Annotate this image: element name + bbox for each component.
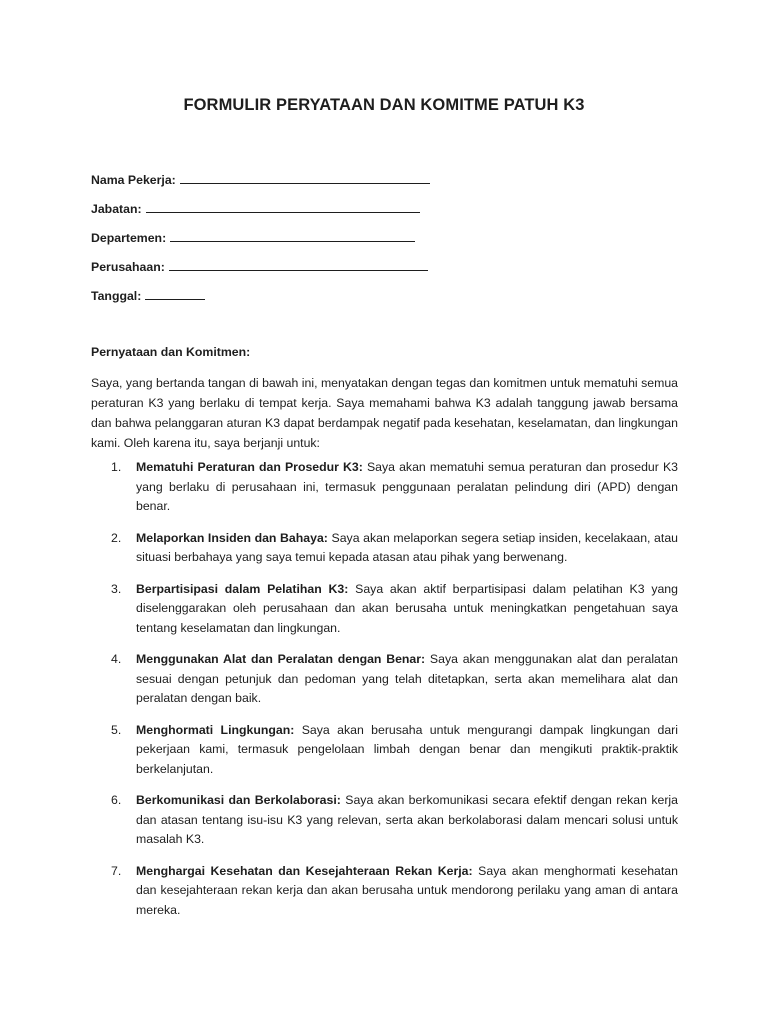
blank-line[interactable] xyxy=(145,287,205,300)
item-heading: Menghargai Kesehatan dan Kesejahteraan Rekan Kerja: xyxy=(136,863,473,878)
field-nama-pekerja xyxy=(91,171,430,187)
item-heading: Melaporkan Insiden dan Bahaya: xyxy=(136,530,328,545)
list-item xyxy=(91,458,678,517)
field-label: Perusahaan: xyxy=(91,260,165,274)
item-heading: Mematuhi Peraturan dan Prosedur K3: xyxy=(136,460,363,474)
list-item xyxy=(91,862,678,921)
list-item xyxy=(91,580,678,639)
list-number: 1. xyxy=(111,460,122,474)
list-number: 6. xyxy=(111,793,122,807)
item-heading: Menggunakan Alat dan Peralatan dengan Benar: xyxy=(136,652,426,666)
item-text: Saya akan berusaha untuk mengurangi dampak lingkungan dari pekerjaan kami, termasuk pengelolaan limbah dengan benar dan mengikuti praktik-praktik berkelanjutan. xyxy=(136,722,679,776)
list-number: 4. xyxy=(111,652,122,666)
field-label: Departemen: xyxy=(91,231,167,245)
item-text: Saya akan melaporkan segera setiap insiden, kecelakaan, atau situasi berbahaya yang saya temui kepada atasan atau pihak yang berwenang. xyxy=(136,530,678,564)
blank-line[interactable] xyxy=(169,258,428,271)
blank-line[interactable] xyxy=(180,171,430,184)
list-number: 7. xyxy=(111,863,122,878)
item-text: Saya akan menghormati kesehatan dan kesejahteraan rekan kerja dan akan berusaha untuk mendorong perilaku yang aman di antara mereka. xyxy=(136,863,678,917)
commitment-list xyxy=(91,458,678,932)
list-item xyxy=(91,721,678,780)
item-text: Saya akan berkomunikasi secara efektif dengan rekan kerja dan atasan tentang isu-isu K3 yang relevan, serta akan berkolaborasi dalam mencari solusi untuk masalah K3. xyxy=(136,793,678,846)
field-tanggal xyxy=(91,287,205,303)
item-text: Saya akan mematuhi semua peraturan dan prosedur K3 yang berlaku di perusahaan ini, termasuk penggunaan peralatan pelindung diri (APD) dengan benar. xyxy=(136,460,678,513)
page-title: FORMULIR PERYATAAN DAN KOMITME PATUH K3 xyxy=(183,96,585,114)
blank-line[interactable] xyxy=(146,200,420,213)
item-text: Saya akan menggunakan alat dan peralatan sesuai dengan petunjuk dan pedoman yang telah ditetapkan, serta akan memelihara alat dan peralatan dengan baik. xyxy=(136,652,678,705)
field-departemen xyxy=(91,229,415,245)
item-heading: Berpartisipasi dalam Pelatihan K3: xyxy=(136,581,349,596)
field-label: Nama Pekerja: xyxy=(91,173,176,187)
list-item xyxy=(91,529,678,568)
field-jabatan xyxy=(91,200,420,216)
field-label: Jabatan: xyxy=(91,202,142,216)
field-label: Tanggal: xyxy=(91,289,142,303)
item-heading: Menghormati Lingkungan: xyxy=(136,722,295,737)
blank-line[interactable] xyxy=(170,229,415,242)
item-heading: Berkomunikasi dan Berkolaborasi: xyxy=(136,793,341,807)
list-number: 5. xyxy=(111,722,122,737)
field-perusahaan xyxy=(91,258,428,274)
list-number: 2. xyxy=(111,530,122,545)
list-item xyxy=(91,791,678,850)
list-number: 3. xyxy=(111,581,122,596)
list-item xyxy=(91,650,678,709)
intro-paragraph: Saya, yang bertanda tangan di bawah ini, menyatakan dengan tegas dan komitmen untuk mematuhi semua peraturan K3 yang berlaku di tempat kerja. Saya memahami bahwa K3 adalah tanggung jawab bersama dan bahwa pelanggaran aturan K3 dapat berdampak negatif pada kesehatan, keselamatan, dan lingkungan kami. Oleh karena itu, saya berjanji untuk: xyxy=(91,376,678,450)
section-heading: Pernyataan dan Komitmen: xyxy=(91,345,251,359)
item-text: Saya akan aktif berpartisipasi dalam pelatihan K3 yang diselenggarakan oleh perusahaan dan akan berusaha untuk meningkatkan pengetahuan saya tentang keselamatan dan lingkungan. xyxy=(136,581,678,635)
